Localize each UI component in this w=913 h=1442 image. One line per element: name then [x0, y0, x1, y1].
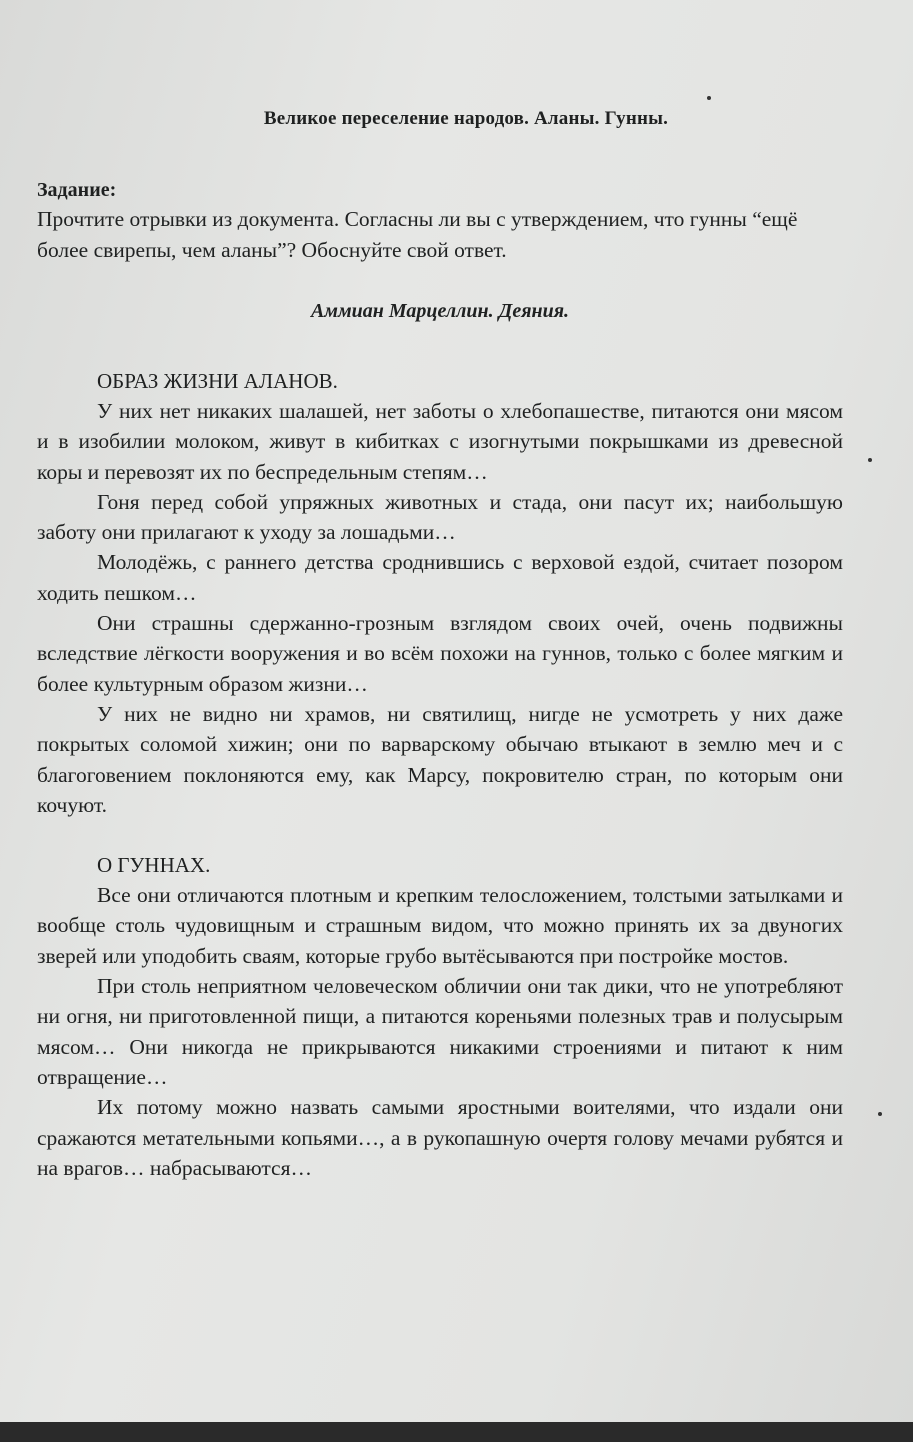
- document-title: Великое переселение народов. Аланы. Гунны.: [263, 108, 669, 129]
- paper-speck: [707, 96, 711, 100]
- paragraph: Их потому можно назвать самыми яростными воителями, что издали они сражаются метательными копьями…, а в рукопашную очертя голову мечами рубятся и на врагов… набрасываются…: [37, 1095, 843, 1180]
- paragraph: У них не видно ни храмов, ни святилищ, нигде не усмотреть у них даже покрытых соломой хижин; они по варварскому обычаю втыкают в землю меч и с благоговением поклоняются ему, как Марсу, покровителю стран, по которым они кочуют.: [37, 701, 843, 817]
- paragraph: При столь неприятном человеческом обличии они так дики, что не употребляют ни огня, ни приготовленной пищи, а питаются кореньями полезных трав и полусырым мясом… Они никогда не прикрываются никакими строениями и питают к ним отвращение…: [37, 974, 843, 1089]
- section-huns: [37, 850, 843, 1183]
- table-edge: [0, 1422, 913, 1442]
- paragraph: Они страшны сдержанно-грозным взглядом своих очей, очень подвижны вследствие лёгкости вооружения и во всём похожи на гуннов, только с более мягким и более культурным образом жизни…: [37, 611, 843, 696]
- section-spacer: [37, 820, 843, 850]
- section-alans: [37, 366, 843, 820]
- document-body: [37, 104, 843, 1183]
- task-label: Задание:: [37, 179, 117, 201]
- paragraph: Все они отличаются плотным и крепким телосложением, толстыми затылками и вообще столь чудовищным и страшным видом, что можно принять их за двуногих зверей или уподобить сваям, которые грубо вытёсываются при постройке мостов.: [37, 883, 843, 968]
- paper-speck: [868, 458, 872, 462]
- source-citation: Аммиан Марцеллин. Деяния.: [310, 300, 570, 322]
- paragraph: Молодёжь, с раннего детства сроднившись с верховой ездой, считает позором ходить пешком…: [37, 550, 843, 605]
- paragraph: У них нет никаких шалашей, нет заботы о хлебопашестве, питаются они мясом и в изобилии молоком, живут в кибитках с изогнутыми покрышками из древесной коры и перевозят их по беспредельным степям…: [37, 399, 843, 484]
- section-heading: ОБРАЗ ЖИЗНИ АЛАНОВ.: [97, 369, 338, 393]
- paragraph: Гоня перед собой упряжных животных и стада, они пасут их; наибольшую заботу они прилагают к уходу за лошадьми…: [37, 489, 843, 545]
- paper-speck: [878, 1112, 882, 1116]
- task-text: Прочтите отрывки из документа. Согласны ли вы с утверждением, что гунны “ещё более свирепы, чем аланы”? Обоснуйте свой ответ.: [37, 207, 798, 262]
- section-heading: О ГУННАХ.: [97, 853, 211, 878]
